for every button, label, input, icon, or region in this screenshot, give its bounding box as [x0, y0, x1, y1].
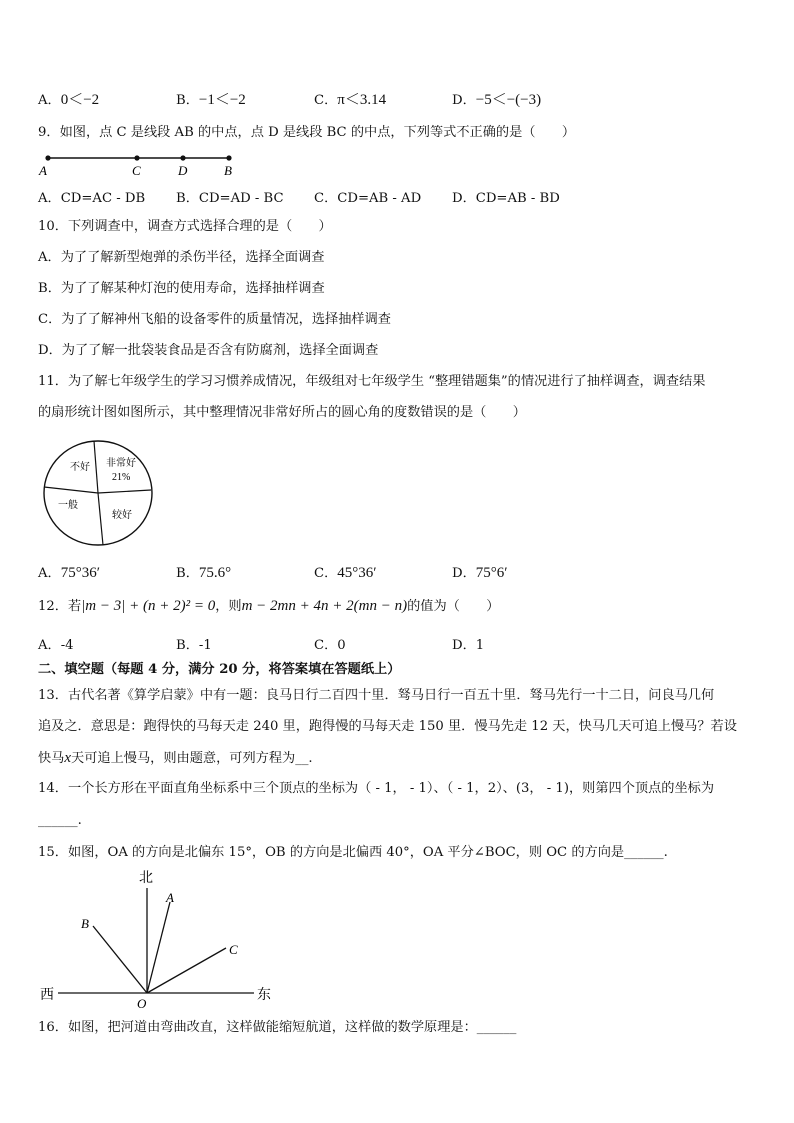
- q9-option-c: C．CD=AB - AD: [314, 191, 422, 206]
- q9-option-d: D．CD=AB - BD: [452, 191, 560, 206]
- pie-label-jiaohao: 较好: [112, 510, 132, 521]
- label-east: 东: [257, 988, 271, 1003]
- q12-option-b: B．-1: [176, 638, 212, 653]
- q11-stem-line1: 11．为了解七年级学生的学习习惯养成情况，年级组对七年级学生 “整理错题集”的情况进行了抽样调查，调查结果: [38, 374, 706, 389]
- q11-option-c: C．45°36′: [314, 565, 377, 581]
- q8-option-c-text: π＜3.14: [337, 92, 387, 108]
- q12-option-d: D．1: [452, 638, 485, 653]
- q11-pie-chart: [40, 438, 160, 550]
- q11-option-b: B．75.6°: [176, 565, 232, 581]
- q9-label-d: D: [178, 163, 188, 178]
- q9-stem: 9．如图，点 C 是线段 AB 的中点，点 D 是线段 BC 的中点，下列等式不正确的是（ ）: [38, 125, 576, 140]
- q9-label-b: B: [224, 163, 232, 178]
- pie-label-feichanghao: 非常好: [106, 458, 136, 469]
- pie-label-buhao: 不好: [70, 462, 90, 473]
- q10-option-d: D．为了了解一批袋装食品是否含有防腐剂，选择全面调查: [38, 343, 379, 358]
- q8-option-b-text: −1＜−2: [198, 92, 246, 108]
- q9-option-b: B．CD=AD - BC: [176, 191, 284, 206]
- q9-segment-figure: [36, 150, 246, 178]
- q11-stem-line2: 的扇形统计图如图所示，其中整理情况非常好所占的圆心角的度数错误的是（ ）: [38, 405, 526, 420]
- q9-option-a: A．CD=AC - DB: [38, 191, 146, 206]
- pie-label-percent: 21%: [112, 472, 131, 483]
- label-north: 北: [139, 871, 153, 886]
- q13-line3: 快马x天可追上慢马，则由题意，可列方程为__.: [38, 750, 313, 766]
- q16-stem: 16．如图，把河道由弯曲改直，这样做能缩短航道，这样做的数学原理是：______: [38, 1020, 517, 1035]
- label-west: 西: [40, 988, 54, 1003]
- label-a: A: [166, 890, 174, 905]
- q11-option-d: D．75°6′: [452, 565, 508, 581]
- q12-option-c: C．0: [314, 638, 346, 653]
- q10-option-b: B．为了了解某种灯泡的使用寿命，选择抽样调查: [38, 281, 325, 296]
- q14-line2: ______.: [38, 813, 82, 828]
- q10-stem: 10．下列调查中，调查方式选择合理的是（ ）: [38, 219, 332, 234]
- q8-option-a-text: 0＜−2: [60, 92, 100, 108]
- q11-option-a: A．75°36′: [38, 565, 100, 581]
- label-c: C: [229, 942, 238, 957]
- q15-direction-figure: [36, 866, 286, 1012]
- q13-line2: 追及之．意思是：跑得快的马每天走 240 里，跑得慢的马每天走 150 里．慢马先走 12 天，快马几天可追上慢马？若设: [38, 719, 737, 734]
- q8-option-d: D．−5＜−(−3): [452, 92, 542, 108]
- q14-line1: 14．一个长方形在平面直角坐标系中三个顶点的坐标为（ - 1， - 1）、（ - 1，2）、(3， - 1)，则第四个顶点的坐标为: [38, 781, 715, 796]
- q10-option-a: A．为了了解新型炮弹的杀伤半径，选择全面调查: [38, 250, 325, 265]
- q8-option-c: C．π＜3.14: [314, 92, 387, 108]
- label-b: B: [81, 916, 89, 931]
- q15-stem: 15．如图，OA 的方向是北偏东 15°，OB 的方向是北偏西 40°，OA 平分∠BOC，则 OC 的方向是______.: [38, 845, 668, 860]
- q12-stem: 12．若|m − 3| + (n + 2)² = 0，则m − 2mn + 4n + 2(mn − n)的值为（ ）: [38, 598, 500, 614]
- q12-expression: m − 2mn + 4n + 2(mn − n): [241, 598, 408, 614]
- section-heading-fill-in: 二、填空题（每题 4 分，满分 20 分，将答案填在答题纸上）: [38, 662, 401, 677]
- pie-label-yiban: 一般: [58, 500, 78, 511]
- q9-label-c: C: [132, 163, 141, 178]
- q8-option-b: B．−1＜−2: [176, 92, 246, 108]
- q8-option-a: A．0＜−2: [38, 92, 100, 108]
- q10-option-c: C．为了了解神州飞船的设备零件的质量情况，选择抽样调查: [38, 312, 391, 327]
- q9-label-a: A: [39, 163, 47, 178]
- q13-line1: 13．古代名著《算学启蒙》中有一题：良马日行二百四十里．驽马日行一百五十里．驽马先行一十二日，问良马几何: [38, 688, 715, 703]
- q8-option-d-text: −5＜−(−3): [475, 92, 542, 108]
- label-o: O: [137, 996, 147, 1011]
- q13-variable: x: [64, 750, 72, 766]
- q12-condition: |m − 3| + (n + 2)² = 0: [81, 598, 216, 614]
- q12-option-a: A．-4: [38, 638, 74, 653]
